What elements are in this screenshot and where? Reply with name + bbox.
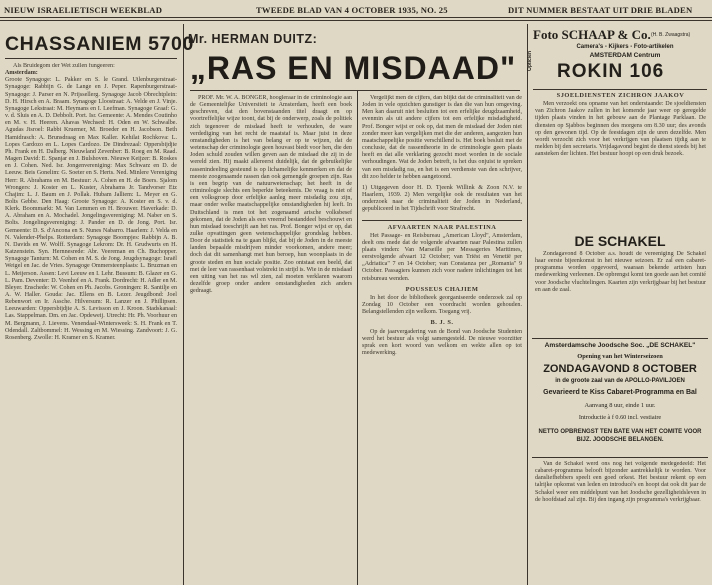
section-text: Van de Schakel werd ons nog het volgende medegedeeld: Het cabaret-programma belooft bijzonder aantrekkelijk te worden. Voor dansliefhebbers speelt een goed orkest. Het bestuur rekent op een talrijke opkomst van leden en introducé's en hoopt dat ook dit jaar de Schakel weer een middelpunt van het Joodsche gezelligheidsleven in de hoofdstad zal zijn. Bij den ingang zijn programma's verkrijgbaar. [535, 461, 706, 503]
news-heading: AFVAARTEN NAAR PALESTINA [362, 220, 522, 231]
ad-proceeds: NETTO OPBRENGST TEN BATE VAN HET COMITÉ VOOR BIJZ. JOODSCHE BELANGEN. [538, 429, 702, 443]
schakel-heading: DE SCHAKEL [574, 233, 666, 249]
masthead-rule [0, 17, 712, 18]
ad-date: ZONDAGAVOND 8 OCTOBER [543, 363, 697, 375]
chassaniem-title: CHASSANIEM 5700 [5, 33, 194, 55]
ad-brand: Foto SCHAAP & Co. [533, 27, 651, 42]
masthead [4, 2, 708, 16]
news-text: Op de jaarvergadering van de Bond van Joodsche Studenten werd het bestuur als volgt samengesteld. De nieuwe voorzitter sprak een kort woord van welkom en wekte allen op tot medewerking. [362, 328, 522, 356]
article-text: Vergelijkt men de cijfers, dan blijkt dat de criminaliteit van de Joden in vele opzichten gunstiger is dan die van hun omgeving. Men kan daaruit niet besluiten tot een erfelijke deugdzaamheid, evenmin als uit andere cijfers tot een erfelijke misdadigheid. Prof. Bonger wijst er ook op, dat men de misdaad der Joden niet zonder meer kan vergelijken met die der anderen, aangezien hun maatschappelijke positie verschillend is. Het boek besluit met de conclusie, dat de rassentheorie in de criminologie geen plaats heeft en dat alle verklaring gezocht moet worden in de sociale verhoudingen. Wat de Joden betreft, is het dus onjuist te spreken van een misdadig ras, en het is een verdienste van den schrijver, dit zoo helder te hebben aangetoond. [362, 95, 522, 180]
masthead-issue-date: TWEEDE BLAD VAN 4 OCTOBER 1935, NO. 25 [256, 5, 448, 15]
schakel-ad [532, 338, 708, 458]
article-text: PROF. Mr. W. A. BONGER, hoogleraar in de criminologie aan de Gemeentelijke Universiteit te Amsterdam, heeft een boek geschreven, dat den bovenstaanden titel draagt en op voortreffelijke wijze toont, dat bij de onderwerp, zoals de politiek zich tegenover de misdaad heeft te verhouden, de ware verdediging van het recht de maatstaf is. Maar juist in deze omstandigheden is het van belang er op te wijzen, dat de wetenschap der criminologie geen houvast biedt voor hen, die den Joden schuld zouden willen geven aan de misdaad die zij in de wereld zien. Hij maakt allereerst duidelijk, dat de gebruikelijke rassenindeeling gesteund is op lichamelijke kenmerken en dat de meeste zoogenaamde rassen dan ook gemengde groepen zijn. Ras is een begrip van de natuurwetenschap; het heeft in de criminologie slechts een beperkte beteekenis. De vraag is niet of een volksgroep door erfelijke aanleg meer misdadig zou zijn, maar onder welke maatschappelijke omstandigheden hij leeft. In Duitschland is men tot het zogenaamd arische volksbesef gekomen, dat de Joden als een vreemd bestanddeel beschouwt en hun misdaad toeschrijft aan het ras. Prof. Bonger wijst er op, dat zulke opvattingen geen wetenschappelijke grondslag hebben. Door de statistiek na te gaan blijkt, dat bij de Joden in de meeste landen bepaalde misdrijven minder voorkomen, andere meer; doch dat dit samenhangt met hun beroep, hun woonplaats in de groote steden en hun sociale positie. Zoo ontstaat een beeld, dat met de leer van rassenhaat volstrekt in strijd is. Wie in de misdaad een uiting van het ras wil zien, zal moeten verklaren waarom dezelfde groep onder andere omstandigheden zich anders gedraagt. [190, 95, 352, 295]
article-column-1 [190, 95, 352, 585]
ad-city: AMSTERDAM Centrum [589, 52, 661, 59]
ad-introduction: Introductie à f 0.60 incl. vestiaire [578, 414, 662, 421]
schakel-followup [535, 461, 706, 585]
title-rule [190, 90, 520, 91]
article-author: Mr. HERMAN DUITZ: [188, 32, 318, 46]
section-text: Zondagavond 8 October a.s. houdt de vereeniging De Schakel haar eerste bijeenkomst in het nieuwe seizoen. Er zal een cabaret-programma worden opgevoerd, waaraan bekende artisten hun medewerking verleenen. De opbrengst komt ten goede aan het comité voor Joodsche vluchtelingen. Kaarten zijn verkrijgbaar bij het bestuur en aan de zaal. [535, 251, 706, 293]
schakel-article [535, 251, 706, 333]
sjoeldiensten-article [535, 92, 706, 242]
news-text: In het door de bibliotheek georganiseerde onderzoek zal op Zondag 10 October een voordracht worden gehouden. Belangstellenden zijn welkom. Toegang vrij. [362, 294, 522, 316]
news-text: Het Passage- en Reisbureau „American Lloyd", Amsterdam, deelt ons mede dat de volgende afvaarten naar Palestina zullen plaats vinden: Van Marseille per Messageries Maritimes, eerstvolgende afvaart 12 October; van Triëst en Venetië per „Adriatica" 7 en 14 October; van Constanza per „Romania" 9 October. Passagiers kunnen zich voor nadere inlichtingen tot het reisbureau wenden. [362, 232, 522, 282]
ad-society: Amsterdamsche Joodsche Soc. „DE SCHAKEL" [544, 342, 696, 349]
ad-brand-sub: (H. B. Zwaagstra) [651, 32, 691, 38]
ad-street: ROKIN 106 [557, 61, 665, 82]
masthead-rule-thin [0, 20, 712, 21]
column-rule [183, 24, 184, 585]
chassaniem-list [5, 63, 177, 583]
ad-subtitle: Camera's - Kijkers - Foto-artikelen [576, 44, 674, 50]
article-title: „RAS EN MISDAAD" [189, 50, 517, 86]
section-heading: SJOELDIENSTEN ZICHRON JAAKOV [556, 92, 685, 99]
column-rule [357, 90, 358, 585]
foto-schaap-ad [527, 25, 707, 87]
ad-program: Gevarieerd te Kiss Cabaret-Programma en Bal [543, 389, 697, 396]
chassaniem-body: Groote Synagoge: L. Pakker en S. le Grand. Uilenburgerstraat-Synagoge: Rabbijn G. de Lange en J. Peper. Rapenburgerstraat-Synagoge: J. Parser en N. Prijssellerg. Synagoge Jacob Obrechtplein: D. H. Hirsch en A. Braam. Synagoge Lloostraat: A. Velde en J. Vinje. Synagoge Lekstraat: M. Heymans en I. Leefman. Synagoge Graaf: G. v. d. Sluis en A. D. Debbolt. Port. Isr. Gemeente: A. Mendes Coutinho en M. v. H. Heeren. Ahavas Wechsed: H. Oden en W. Schwalbe. Agudas Jisroel: Rabbi Kruemer, M. Broeder en H. Jacobson. Beth Hamidrasch: A. Brunsdraag en Max Kaller. Kehilat Rochkova: L. Lopes Cardozo en L. Lopes Cardozo. De Dindrezaal: Oppersbijdjie Ph. Frank en H. Dalberg. Nieuwland Zevenber: B. Roeg en M. Raad. Magen David: E. Spanjar en J. Bulshoven. Nieuwe Keijzer: B. Roskes en J. Cohen. Ned. Isr. Jongenvereniging: Max Schwarz en D. de Leeuw. Beis Gonelim: G. Soeter en S. Herts. Ned. Minlere Vereniging Herr: R. Abrahams en M. Bestuur: A. Cohen en H. de Boers. Sjalom Wrongers: J. Koster en L. Kuster, Abrahams Jr. Tandvorser Etz Chajim: L. J. Baum en J. Pollak. Hubam Jalliem: L. Meyer en G. Bolts Gebbe. Den Haag: Groote Synagoge: A. Koster en S. v. d. Klerk. Boommarkt: M. Van Lemmen en H. Brouwer. Haverkade: D. A. Abraham en A. Mochadel. Jongelingsvereniging: M. Naber en S. Bolts. Jongelingsvereniging: J. Pander en D. de Jong. Port. Isr. Gemeente: D. S. d'Ancona en S. Nunes Nabarro. Haarlem: J. Velda en N. Valender-Phelps. Rotterdam: Synagoge Boompjes: Rabbijn A. B. N. Davids en W. Wolff. Synagoge Lekrom: Dr. H. Grudwurts en H. Katzenstein. Syn. Hernnesrede: Abr. Veereman en Ch. Buchopper. Synagoge Tanturn: M. Cohen en M. S. de Jong. Jeugdsynagoge: Israël Weigel en Jac. de Vries. Synagoge Ommersteenplaats: L. Bruzman en L. Meijerson. Assen: Levi Leeuw en I. Lehr. Bussum: B. Glazer en G. L. Pam. Deventer: D. Veenhof en A. Frank. Dordrecht: H. Adler en M. Bleyer. Enschede: W. Cohen en Ph. Jacobs. Groningen: R. Santilje en A. W. Haller. Gouda: Jac. Ellens en B. Lezer. Jeugdbond: Joel Rebenwort en Ir. Assche. Hilversum: R. Lanzer en J. Phillipsen. Leeuwarden: Oppersbijdjie A. S. Levisson en J. Kroon. Stadskanaal: Las. Stappelman. Dm. en Jac. Opdeweij. Utrecht: Hr. Ph. Voorhuur en M. Bergmann, J. Lievens. Venendaal-Wintersweek: S. H. Frank en T. Odendall. Zaltbommel: H. Wessing en M. Wiessing. Zandvoort: J. G. Rosenberg. Zwolle: H. Kramer en S. Kramer. [5, 77, 177, 341]
ad-rule [533, 89, 707, 90]
ad-opening: Opening van het Winterseizoen [577, 353, 663, 360]
news-heading: POUSSEUS CHAJIEM [405, 285, 479, 293]
masthead-sheet-note: DIT NUMMER BESTAAT UIT DRIE BLADEN [508, 5, 693, 15]
article-footnotes: 1) Uitgegeven door H. D. Tjeenk Willink & Zoon N.V. te Haarlem, 1939. 2) Men vergelijke ook de resultaten van het onderzoek naar de criminaliteit der Joden in Nederland, gepubliceerd in het Tijdschrift voor Strafrecht. [362, 184, 522, 213]
masthead-paper-name: NIEUW ISRAELIETISCH WEEKBLAD [4, 5, 163, 15]
section-text: Men verzoekt ons opname van het onderstaande: De sjoeldiensten van Zichron Jaakov zullen in het komende jaar weer op geregelde tijden plaats vinden in het gebouw aan de Plantage Parklaan. De diensten op Sjabbos beginnen des morgens om 8.30 uur; des avonds op den gewonen tijd. Op de feestdagen zijn de uren dezelfde. Men wordt verzocht zich voor het verkrijgen van plaatsen tijdig aan te melden bij den secretaris. Vrijdagavond begint de dienst steeds bij het aansteken der lichten. Het bestuur hoopt op een druk bezoek. [535, 101, 706, 158]
city-heading: Amsterdam: [5, 70, 38, 77]
title-rule [5, 58, 177, 59]
ad-venue: in de groote zaal van de APOLLO-PAVILJOEN [555, 378, 685, 384]
ad-sidebar: Opticien [527, 50, 533, 71]
column-rule [527, 24, 528, 585]
chassaniem-intro: Als Bruidegom der Wet zullen fungeeren: [13, 63, 115, 69]
article-column-2 [362, 95, 522, 585]
ad-hours: Aanvang 8 uur, einde 1 uur. [584, 402, 656, 409]
news-heading: B. J. S. [430, 319, 454, 327]
